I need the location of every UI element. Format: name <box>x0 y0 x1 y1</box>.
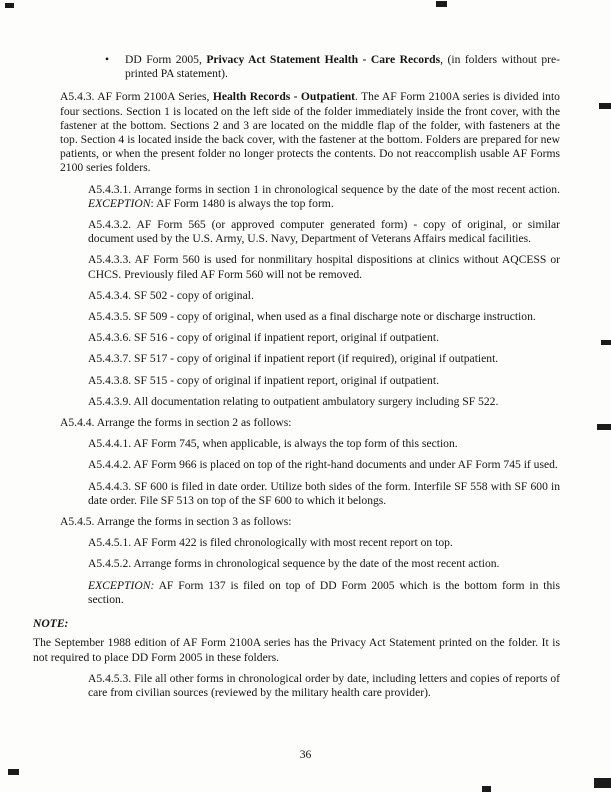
subparagraph-a5-4-3-5: A5.4.3.5. SF 509 - copy of original, when used as a final discharge note or discharge instruction. <box>88 310 536 324</box>
page-content <box>33 53 560 707</box>
scan-artifact-mark <box>5 3 14 8</box>
bullet-text <box>125 53 560 81</box>
note-heading: NOTE: <box>33 617 69 631</box>
scan-artifact-mark <box>482 786 491 792</box>
subparagraph-a5-4-5-1: A5.4.5.1. AF Form 422 is filed chronologically with most recent report on top. <box>88 536 453 550</box>
text-run: , (in folders without pre-printed PA statement). <box>125 53 561 81</box>
text-run: DD Form 2005, <box>125 53 207 66</box>
paragraph-a5-4-5: A5.4.5. Arrange the forms in section 3 as follows: <box>60 515 292 529</box>
note-body: The September 1988 edition of AF Form 2100A series has the Privacy Act Statement printed on the folder. It is not required to place DD Form 2005 in these folders. <box>33 636 560 664</box>
scan-artifact-mark <box>594 778 611 788</box>
text-run: : AF Form 1480 is always the top form. <box>150 196 334 210</box>
subparagraph-a5-4-4-3: A5.4.4.3. SF 600 is filed in date order. Utilize both sides of the form. Interfile SF 558 with SF 600 in date order. File SF 513 on top of the SF 600 to which it belongs. <box>88 479 560 507</box>
text-run: AF Form 137 is filed on top of DD Form 2005 which is the bottom form in this section. <box>88 578 560 606</box>
subparagraph-a5-4-3-8: A5.4.3.8. SF 515 - copy of original if inpatient report, original if outpatient. <box>88 373 439 387</box>
page-number: 36 <box>299 748 312 761</box>
scan-artifact-mark <box>597 424 611 430</box>
bullet-item-dd-form-2005 <box>105 53 560 81</box>
exception-paragraph <box>88 579 560 607</box>
subparagraph-a5-4-3-2: A5.4.3.2. AF Form 565 (or approved computer generated form) - copy of original, or similar document used by the U.S. Army, U.S. Navy, Department of Veterans Affairs medical facilities. <box>88 218 560 246</box>
text-run-italic: EXCEPTION <box>88 196 151 210</box>
text-run-bold: Health Records - Outpatient <box>212 90 356 104</box>
subparagraph-a5-4-5-3: A5.4.5.3. File all other forms in chronological order by date, including letters and copies of reports of care from civilian sources (reviewed by the military health care provider). <box>88 671 560 699</box>
subparagraph-a5-4-3-1 <box>88 183 560 211</box>
subparagraph-a5-4-3-7: A5.4.3.7. SF 517 - copy of original if inpatient report (if required), original if outpatient. <box>88 352 499 366</box>
subparagraph-a5-4-3-6: A5.4.3.6. SF 516 - copy of original if inpatient report, original if outpatient. <box>88 331 439 345</box>
bullet-marker: • <box>105 53 110 66</box>
text-run-bold: Privacy Act Statement Health - Care Records <box>206 53 441 66</box>
text-run: A5.4.3. AF Form 2100A Series, <box>60 90 213 104</box>
subparagraph-a5-4-4-1: A5.4.4.1. AF Form 745, when applicable, is always the top form of this section. <box>88 437 458 451</box>
text-run: A5.4.3.1. Arrange forms in section 1 in chronological sequence by the date of the most recent action. <box>88 182 560 196</box>
text-run: . The AF Form 2100A series is divided into four sections. Section 1 is located on the left side of the folder immediately inside the front cover, with the fastener at the bottom. Sections 2 and 3 are located on the middle flap of the folder, with fasteners at the top. Section 4 is located inside the back cover, with the fastener at the bottom. Folders are prepared for new patients, or when the present folder no longer protects the contents. Do not reaccomplish usable AF Forms 2100 series folders. <box>60 90 560 175</box>
scan-artifact-mark <box>601 340 611 345</box>
text-run-italic: EXCEPTION: <box>88 578 155 592</box>
subparagraph-a5-4-3-4: A5.4.3.4. SF 502 - copy of original. <box>88 288 254 302</box>
paragraph-a5-4-3 <box>60 90 560 175</box>
subparagraph-a5-4-4-2: A5.4.4.2. AF Form 966 is placed on top of the right-hand documents and under AF Form 745 if used. <box>88 458 558 472</box>
scan-artifact-mark <box>599 103 611 109</box>
paragraph-a5-4-4: A5.4.4. Arrange the forms in section 2 as follows: <box>60 416 292 430</box>
scan-artifact-mark <box>436 1 447 7</box>
subparagraph-a5-4-3-3: A5.4.3.3. AF Form 560 is used for nonmilitary hospital dispositions at clinics without AQCESS or CHCS. Previously filed AF Form 560 will not be removed. <box>88 253 560 281</box>
subparagraph-a5-4-5-2: A5.4.5.2. Arrange forms in chronological sequence by the date of the most recent action. <box>88 557 500 571</box>
subparagraph-a5-4-3-9: A5.4.3.9. All documentation relating to outpatient ambulatory surgery including SF 522. <box>88 394 499 408</box>
scan-artifact-mark <box>8 769 19 775</box>
